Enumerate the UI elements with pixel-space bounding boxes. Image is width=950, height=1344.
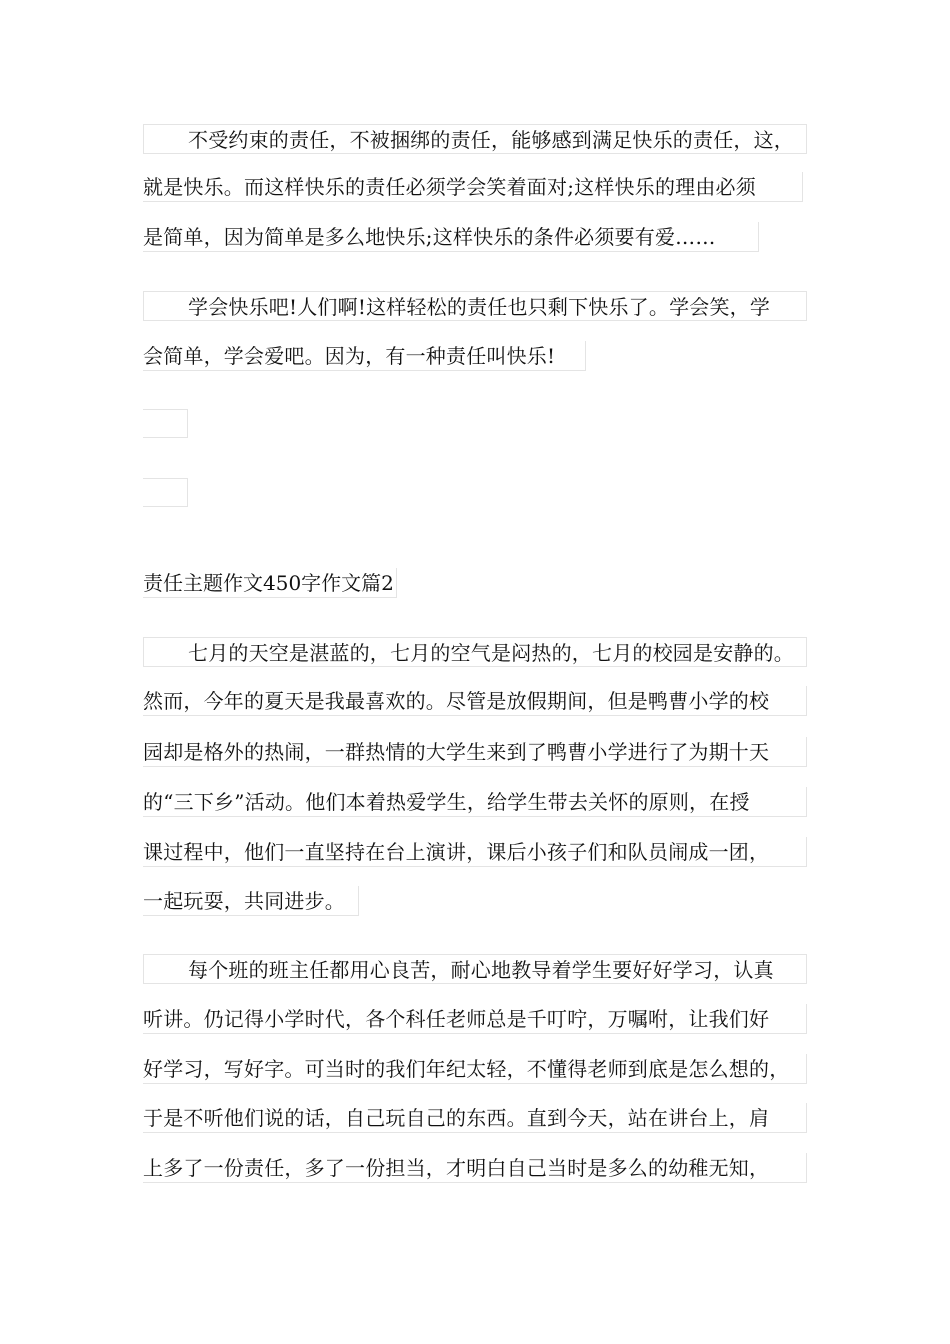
paragraph-text: 于是不听他们说的话，自己玩自己的东西。直到今天，站在讲台上，肩 [143,1106,770,1130]
paragraph-1-line-1 [143,124,807,154]
paragraph-text: 学会快乐吧!人们啊!这样轻松的责任也只剩下快乐了。学会笑，学 [188,295,771,319]
empty-paragraph [143,409,188,438]
paragraph-text: 听讲。仍记得小学时代，各个科任老师总是千叮咛，万嘱咐，让我们好 [143,1007,770,1031]
paragraph-text: 好学习，写好字。可当时的我们年纪太轻，不懂得老师到底是怎么想的， [143,1057,790,1081]
paragraph-text: 课过程中，他们一直坚持在台上演讲，课后小孩子们和队员闹成一团， [143,840,770,864]
paragraph-text: 上多了一份责任，多了一份担当，才明白自己当时是多么的幼稚无知， [143,1156,770,1180]
paragraph-text: 每个班的班主任都用心良苦，耐心地教导着学生要好好学习，认真 [188,958,774,982]
paragraph-3-line-6 [143,886,359,916]
paragraph-4-line-5 [143,1153,807,1183]
paragraph-3-line-5 [143,837,807,867]
paragraph-3-line-4 [143,787,807,817]
paragraph-4-line-3 [143,1054,807,1084]
paragraph-text: 会简单，学会爱吧。因为，有一种责任叫快乐! [143,344,556,368]
empty-paragraph [143,478,188,507]
paragraph-2-line-1 [143,291,807,321]
paragraph-3-line-3 [143,737,807,767]
paragraph-4-line-1 [143,954,807,984]
paragraph-text: 就是快乐。而这样快乐的责任必须学会笑着面对;这样快乐的理由必须 [143,175,756,199]
paragraph-3-line-1 [143,637,807,667]
paragraph-3-line-2 [143,686,807,716]
paragraph-text: 然而，今年的夏天是我最喜欢的。尽管是放假期间，但是鸭曹小学的校 [143,689,770,713]
paragraph-text: 的“三下乡”活动。他们本着热爱学生，给学生带去关怀的原则，在授 [143,790,750,814]
paragraph-text: 七月的天空是湛蓝的，七月的空气是闷热的，七月的校园是安静的。 [188,641,794,665]
section-heading [143,568,397,598]
paragraph-1-line-2 [143,172,803,202]
paragraph-text: 园却是格外的热闹，一群热情的大学生来到了鸭曹小学进行了为期十天 [143,740,770,764]
paragraph-text: 不受约束的责任，不被捆绑的责任，能够感到满足快乐的责任，这， [188,128,794,152]
paragraph-1-line-3 [143,222,759,252]
heading-text: 责任主题作文450字作文篇2 [143,571,394,595]
paragraph-4-line-4 [143,1103,807,1133]
paragraph-4-line-2 [143,1004,807,1034]
paragraph-text: 是简单，因为简单是多么地快乐;这样快乐的条件必须要有爱…… [143,225,716,249]
paragraph-text: 一起玩耍，共同进步。 [143,889,345,913]
paragraph-2-line-2 [143,341,586,371]
